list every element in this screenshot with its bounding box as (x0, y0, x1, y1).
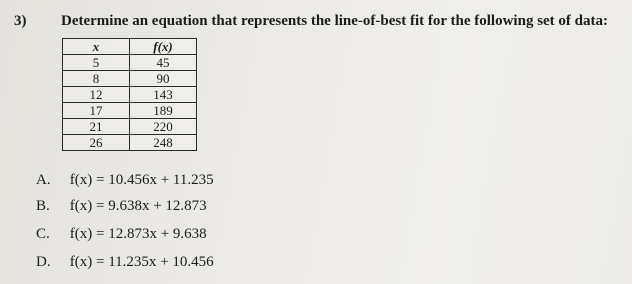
table-header-row (63, 39, 197, 55)
cell-fx: 143 (130, 87, 197, 103)
choice-a[interactable] (36, 172, 214, 189)
cell-x: 21 (63, 119, 130, 135)
data-table (62, 38, 197, 151)
cell-x: 26 (63, 135, 130, 151)
choice-d[interactable] (36, 254, 214, 271)
choice-equation: f(x) = 10.456x + 11.235 (69, 172, 214, 188)
question-text: Determine an equation that represents the line-of-best fit for the following set of data: (61, 13, 609, 29)
cell-x: 8 (63, 71, 130, 87)
table-row (63, 55, 197, 71)
cell-fx: 45 (130, 55, 197, 71)
choice-b[interactable] (36, 198, 207, 215)
table-row (63, 135, 197, 151)
choice-equation: f(x) = 12.873x + 9.638 (69, 226, 207, 242)
header-x: x (63, 39, 130, 55)
choice-equation: f(x) = 11.235x + 10.456 (69, 254, 214, 270)
choice-letter: D. (36, 254, 51, 270)
choice-letter: B. (36, 198, 50, 214)
choice-equation: f(x) = 9.638x + 12.873 (69, 198, 207, 214)
cell-x: 12 (63, 87, 130, 103)
cell-x: 17 (63, 103, 130, 119)
header-fx: f(x) (130, 39, 197, 55)
cell-fx: 90 (130, 71, 197, 87)
question-number: 3) (14, 13, 27, 29)
cell-x: 5 (63, 55, 130, 71)
choice-c[interactable] (36, 226, 207, 243)
choice-letter: C. (36, 226, 50, 242)
choice-letter: A. (36, 172, 51, 188)
table-row (63, 119, 197, 135)
cell-fx: 220 (130, 119, 197, 135)
table-row (63, 71, 197, 87)
table-row (63, 103, 197, 119)
cell-fx: 248 (130, 135, 197, 151)
table-row (63, 87, 197, 103)
cell-fx: 189 (130, 103, 197, 119)
